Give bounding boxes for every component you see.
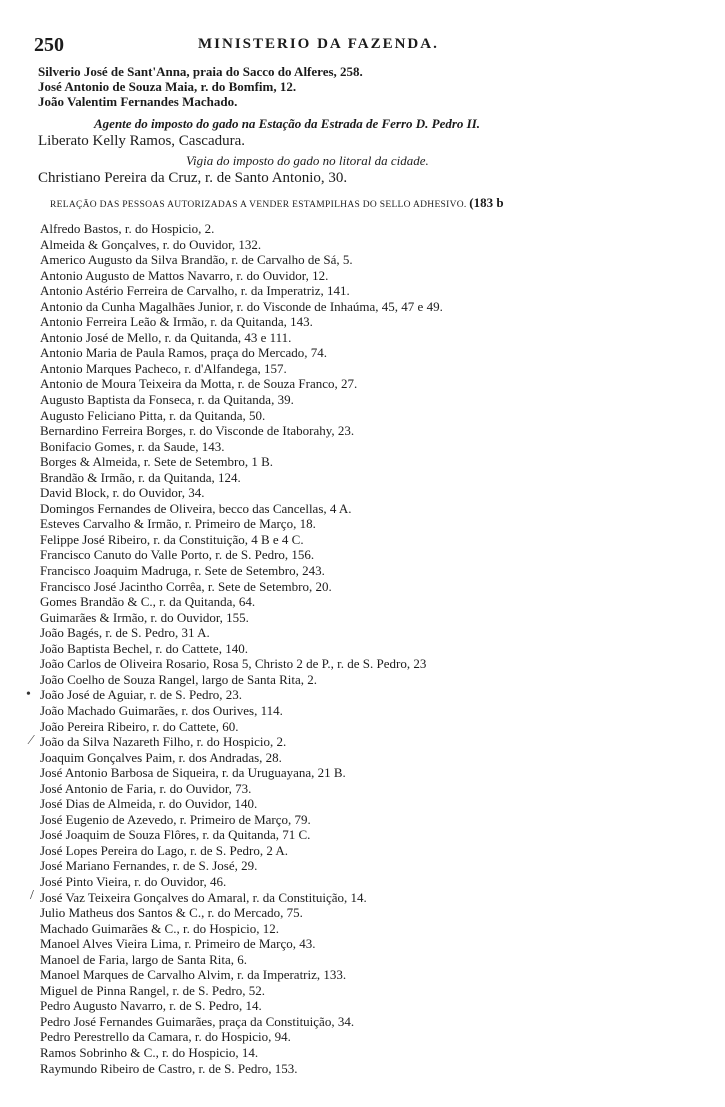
relacao-title: RELAÇÃO DAS PESSOAS AUTORIZADAS A VENDER ESTAMPILHAS DO SELLO ADHESIVO. — [50, 200, 467, 210]
margin-mark: / — [30, 888, 34, 903]
list-item: Antonio da Cunha Magalhães Junior, r. do Visconde de Inhaúma, 45, 47 e 49. — [40, 298, 443, 314]
list-item: Felippe José Ribeiro, r. da Constituição, 4 B e 4 C. — [40, 531, 304, 547]
list-item: Pedro Augusto Navarro, r. de S. Pedro, 14. — [40, 998, 262, 1014]
intro-line: João Valentim Fernandes Machado. — [38, 94, 238, 109]
list-item: José Mariano Fernandes, r. de S. José, 29. — [40, 858, 258, 874]
list-item: João Coelho de Souza Rangel, largo de Santa Rita, 2. — [40, 671, 318, 687]
page-number: 250 — [34, 34, 64, 56]
relacao-heading — [50, 196, 504, 212]
relacao-count: (183 b — [469, 195, 504, 210]
agent-name: Liberato Kelly Ramos, Cascadura. — [38, 133, 246, 149]
list-item: José Antonio Barbosa de Siqueira, r. da Uruguayana, 21 B. — [40, 765, 346, 781]
list-item: David Block, r. do Ouvidor, 34. — [40, 485, 205, 501]
section-heading-gado-litoral: Vigia do imposto do gado no litoral da cidade. — [186, 153, 429, 168]
list-item: José Lopes Pereira do Lago, r. de S. Pedro, 2 A. — [40, 842, 289, 858]
vigia-name: Christiano Pereira da Cruz, r. de Santo Antonio, 30. — [38, 170, 348, 186]
section-heading-gado-estacao: Agente do imposto do gado na Estação da Estrada de Ferro D. Pedro II. — [94, 116, 481, 131]
list-item: Joaquim Gonçalves Paim, r. dos Andradas, 28. — [40, 749, 282, 765]
list-item: João Bagés, r. de S. Pedro, 31 A. — [40, 625, 210, 641]
list-item: Augusto Baptista da Fonseca, r. da Quitanda, 39. — [40, 392, 294, 408]
list-item: Antonio Maria de Paula Ramos, praça do Mercado, 74. — [40, 345, 328, 361]
list-item: Francisco Canuto do Valle Porto, r. de S. Pedro, 156. — [40, 547, 315, 563]
list-item: José Vaz Teixeira Gonçalves do Amaral, r. da Constituição, 14. — [40, 889, 367, 905]
list-item: João José de Aguiar, r. de S. Pedro, 23. — [40, 687, 243, 703]
list-item: Bernardino Ferreira Borges, r. do Visconde de Itaborahy, 23. — [40, 423, 355, 439]
list-item: Brandão & Irmão, r. da Quitanda, 124. — [40, 469, 241, 485]
list-item: Almeida & Gonçalves, r. do Ouvidor, 132. — [40, 236, 262, 252]
list-item: João Machado Guimarães, r. dos Ourives, 114. — [40, 702, 283, 718]
list-item: Augusto Feliciano Pitta, r. da Quitanda, 50. — [40, 407, 266, 423]
list-item: Miguel de Pinna Rangel, r. de S. Pedro, 52. — [40, 982, 265, 998]
list-item: Esteves Carvalho & Irmão, r. Primeiro de Março, 18. — [40, 516, 316, 532]
list-item: Francisco José Jacintho Corrêa, r. Sete de Setembro, 20. — [40, 578, 332, 594]
list-item: Borges & Almeida, r. Sete de Setembro, 1 B. — [40, 454, 274, 470]
list-item: José Pinto Vieira, r. do Ouvidor, 46. — [40, 873, 227, 889]
list-item: José Eugenio de Azevedo, r. Primeiro de Março, 79. — [40, 811, 311, 827]
running-title: MINISTERIO DA FAZENDA. — [198, 36, 439, 52]
list-item: Domingos Fernandes de Oliveira, becco das Cancellas, 4 A. — [40, 500, 352, 516]
list-item: João da Silva Nazareth Filho, r. do Hospicio, 2. — [40, 734, 287, 750]
list-item: Antonio Astério Ferreira de Carvalho, r. da Imperatriz, 141. — [40, 283, 350, 299]
list-item: Guimarães & Irmão, r. do Ouvidor, 155. — [40, 609, 249, 625]
list-item: Pedro Perestrello da Camara, r. do Hospicio, 94. — [40, 1029, 291, 1045]
margin-mark: • — [26, 687, 31, 702]
list-item: Julio Matheus dos Santos & C., r. do Mercado, 75. — [40, 905, 303, 921]
list-item: João Carlos de Oliveira Rosario, Rosa 5, Christo 2 de P., r. de S. Pedro, 23 — [40, 656, 427, 672]
list-item: Francisco Joaquim Madruga, r. Sete de Setembro, 243. — [40, 563, 325, 579]
list-item: Antonio Augusto de Mattos Navarro, r. do Ouvidor, 12. — [40, 267, 329, 283]
list-item: João Baptista Bechel, r. do Cattete, 140. — [40, 640, 248, 656]
list-item: Machado Guimarães & C., r. do Hospicio, 12. — [40, 920, 280, 936]
vendor-list — [40, 221, 700, 1076]
margin-mark: ⁄ — [30, 733, 33, 748]
list-item: Antonio de Moura Teixeira da Motta, r. de Souza Franco, 27. — [40, 376, 358, 392]
list-item: José Antonio de Faria, r. do Ouvidor, 73. — [40, 780, 252, 796]
list-item: Gomes Brandão & C., r. da Quitanda, 64. — [40, 594, 256, 610]
list-item: Pedro José Fernandes Guimarães, praça da Constituição, 34. — [40, 1013, 355, 1029]
intro-line: Silverio José de Sant'Anna, praia do Sacco do Alferes, 258. — [38, 64, 363, 79]
list-item: João Pereira Ribeiro, r. do Cattete, 60. — [40, 718, 239, 734]
page-header — [34, 34, 674, 56]
list-item: Manoel de Faria, largo de Santa Rita, 6. — [40, 951, 247, 967]
intro-line: José Antonio de Souza Maia, r. do Bomfim, 12. — [38, 79, 297, 94]
list-item: José Joaquim de Souza Flôres, r. da Quitanda, 71 C. — [40, 827, 311, 843]
list-item: José Dias de Almeida, r. do Ouvidor, 140. — [40, 796, 258, 812]
list-item: Manoel Marques de Carvalho Alvim, r. da Imperatriz, 133. — [40, 967, 347, 983]
list-item: Antonio Marques Pacheco, r. d'Alfandega, 157. — [40, 360, 287, 376]
list-item: Antonio Ferreira Leão & Irmão, r. da Quitanda, 143. — [40, 314, 313, 330]
list-item: Manoel Alves Vieira Lima, r. Primeiro de Março, 43. — [40, 936, 316, 952]
list-item: Raymundo Ribeiro de Castro, r. de S. Pedro, 153. — [40, 1060, 298, 1076]
list-item: Alfredo Bastos, r. do Hospicio, 2. — [40, 221, 215, 236]
list-item: Ramos Sobrinho & C., r. do Hospicio, 14. — [40, 1044, 259, 1060]
list-item: Americo Augusto da Silva Brandão, r. de Carvalho de Sá, 5. — [40, 252, 353, 268]
list-item: Bonifacio Gomes, r. da Saude, 143. — [40, 438, 225, 454]
list-item: Antonio José de Mello, r. da Quitanda, 43 e 111. — [40, 329, 292, 345]
